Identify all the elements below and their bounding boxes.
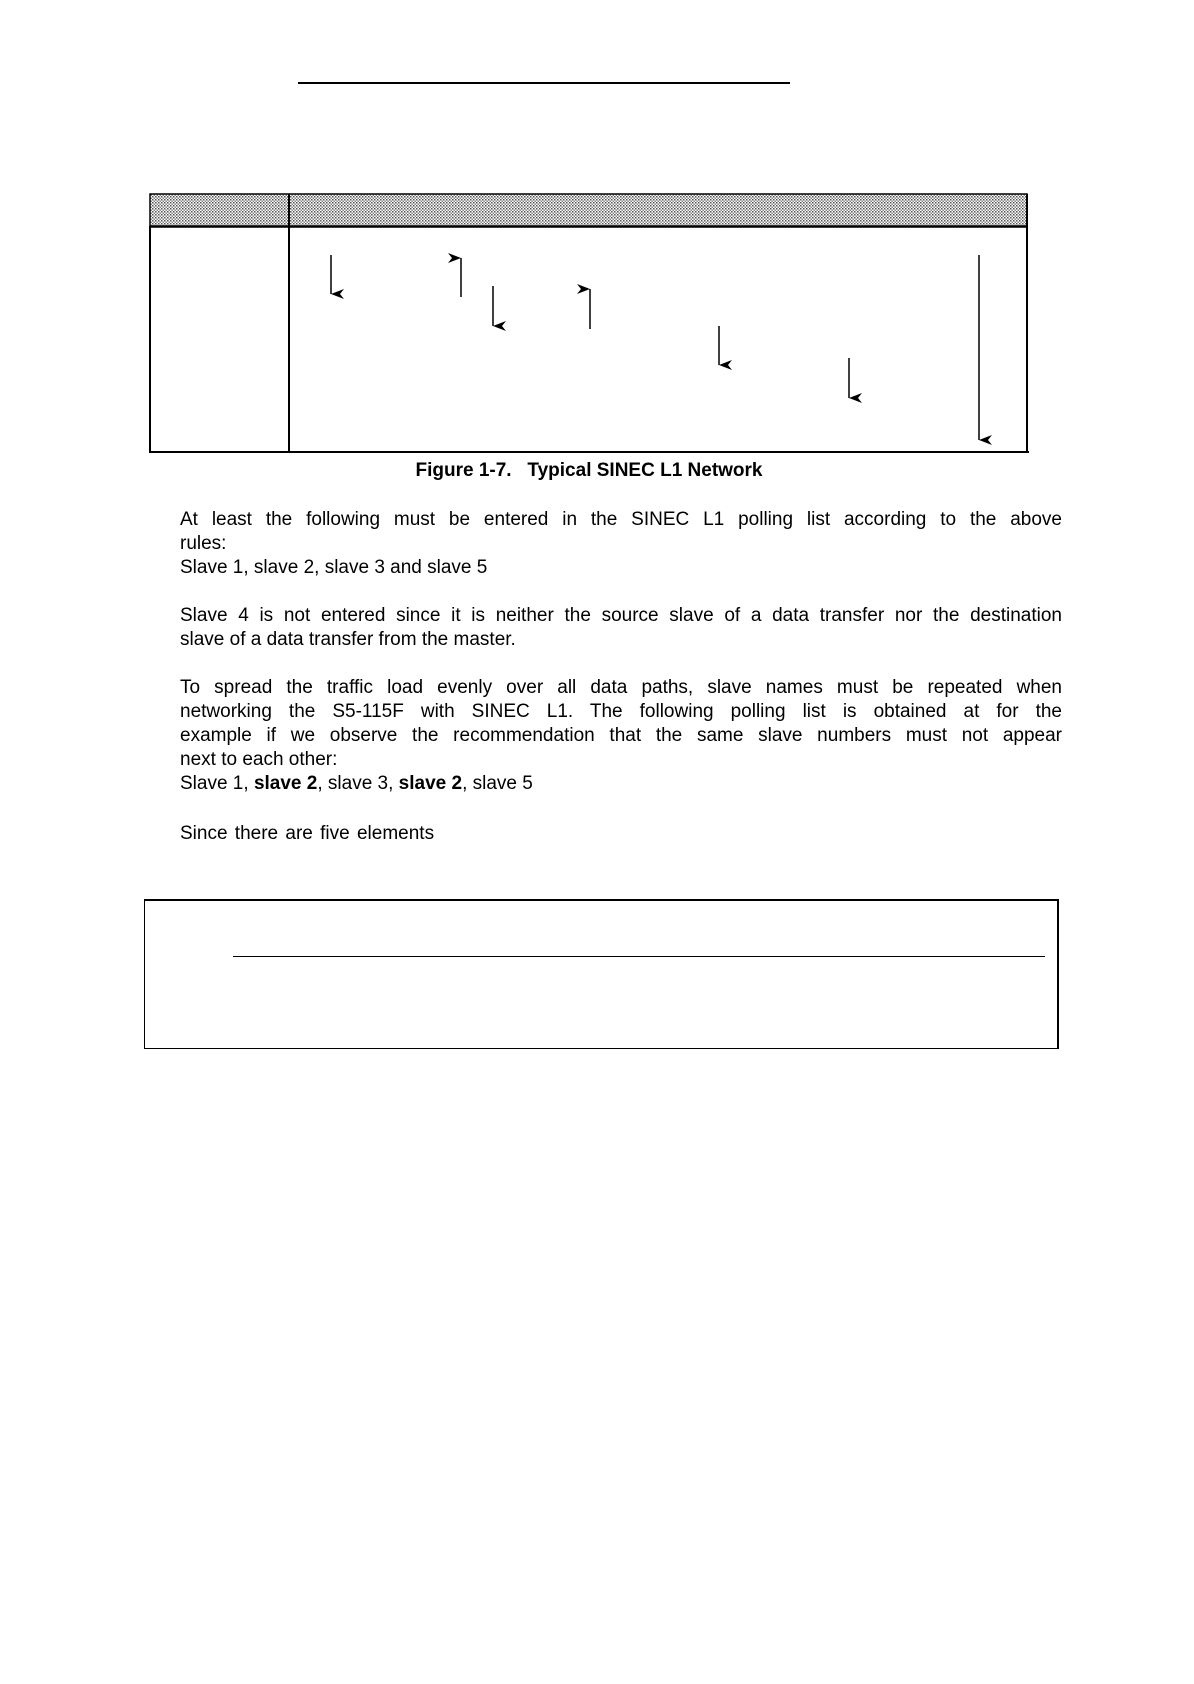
p3-line1: To spread the traffic load evenly over all data paths, slave names must be repeated when — [180, 677, 1062, 698]
p1-line2: rules: — [180, 533, 227, 554]
paragraph-traffic-load — [180, 676, 1062, 796]
list-part-a: Slave 1, — [180, 773, 254, 794]
shaded-header-row — [150, 194, 1027, 226]
caption-number: Figure 1-7. — [415, 460, 512, 481]
network-diagram — [149, 193, 1029, 453]
paragraph-five-elements — [180, 822, 1062, 846]
note-box — [144, 899, 1059, 1049]
figure-caption — [149, 460, 1029, 482]
list-part-e: , slave 5 — [462, 773, 533, 794]
paragraph-slave4 — [180, 604, 1062, 652]
list-part-d: slave 2 — [398, 773, 463, 794]
note-rule — [233, 956, 1045, 957]
network-figure — [149, 193, 1029, 453]
p3-polling-list — [180, 772, 1062, 796]
paragraph-polling-list — [180, 508, 1062, 580]
p1-line3: Slave 1, slave 2, slave 3 and slave 5 — [180, 557, 488, 578]
p3-line3: example if we observe the recommendation that the same slave numbers must not appear — [180, 725, 1062, 746]
header-rule — [298, 82, 790, 84]
p3-line4: next to each other: — [180, 749, 338, 770]
p4-line1: Since there are five elements — [180, 823, 435, 844]
caption-title: Typical SINEC L1 Network — [527, 460, 763, 481]
p3-line2: networking the S5-115F with SINEC L1. The following polling list is obtained at for the — [180, 701, 1062, 722]
p1-line1: At least the following must be entered in the SINEC L1 polling list according to the above — [180, 509, 1062, 530]
list-part-b: slave 2 — [253, 773, 318, 794]
list-part-c: , slave 3, — [317, 773, 399, 794]
p2-line2: slave of a data transfer from the master. — [180, 629, 516, 650]
p2-line1: Slave 4 is not entered since it is neither the source slave of a data transfer nor the destination — [180, 605, 1062, 626]
